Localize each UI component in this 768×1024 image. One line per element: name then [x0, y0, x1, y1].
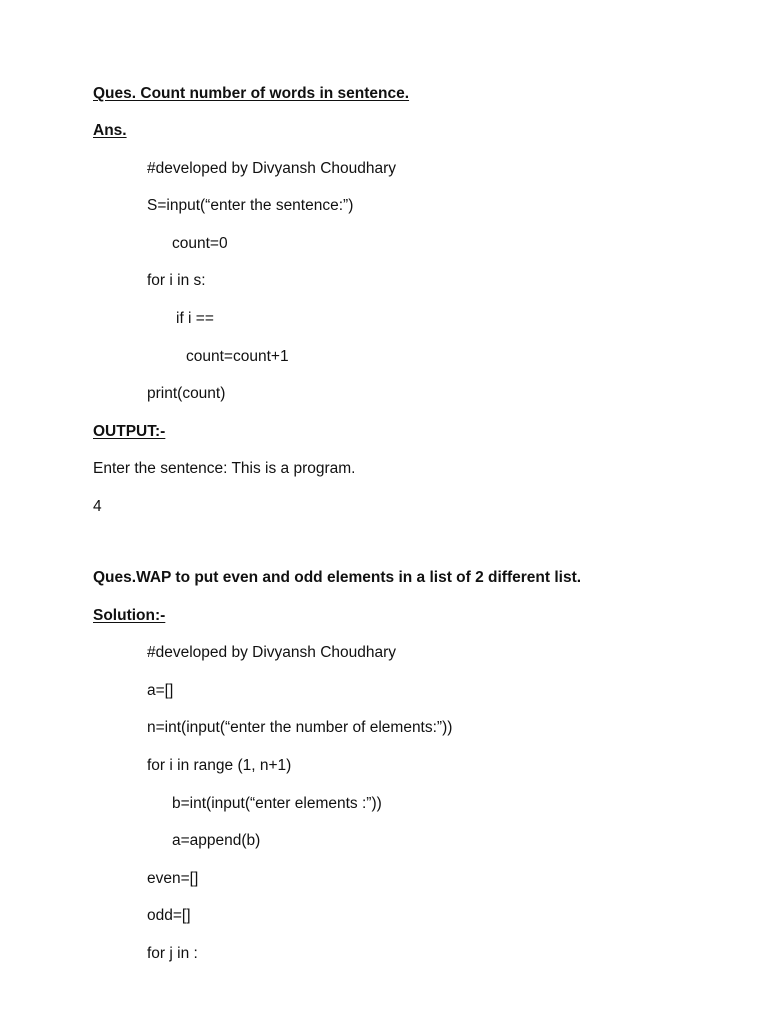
- code-line: count=count+1: [186, 348, 289, 365]
- code-line: count=0: [172, 235, 228, 252]
- code-line: for i in s:: [147, 272, 206, 289]
- question-2-heading: Ques.WAP to put even and odd elements in a list of 2 different list.: [93, 569, 582, 586]
- code-line: S=input(“enter the sentence:”): [147, 197, 354, 214]
- output-line: Enter the sentence: This is a program.: [93, 460, 356, 477]
- code-line: #developed by Divyansh Choudhary: [147, 160, 397, 177]
- code-line: #developed by Divyansh Choudhary: [147, 644, 397, 661]
- code-line: odd=[]: [147, 907, 191, 924]
- code-line: print(count): [147, 385, 226, 402]
- output-line: 4: [93, 498, 102, 515]
- code-line: b=int(input(“enter elements :”)): [172, 795, 382, 812]
- question-1-heading: Ques. Count number of words in sentence.: [93, 85, 410, 102]
- solution-label: Solution:-: [93, 607, 166, 624]
- output-label: OUTPUT:-: [93, 423, 166, 440]
- code-line: a=append(b): [172, 832, 261, 849]
- code-line: if i ==: [176, 310, 214, 327]
- code-line: for j in :: [147, 945, 198, 962]
- answer-label: Ans.: [93, 122, 127, 139]
- code-line: n=int(input(“enter the number of elements:”)): [147, 719, 453, 736]
- code-line: even=[]: [147, 870, 199, 887]
- code-line: a=[]: [147, 682, 174, 699]
- code-line: for i in range (1, n+1): [147, 757, 292, 774]
